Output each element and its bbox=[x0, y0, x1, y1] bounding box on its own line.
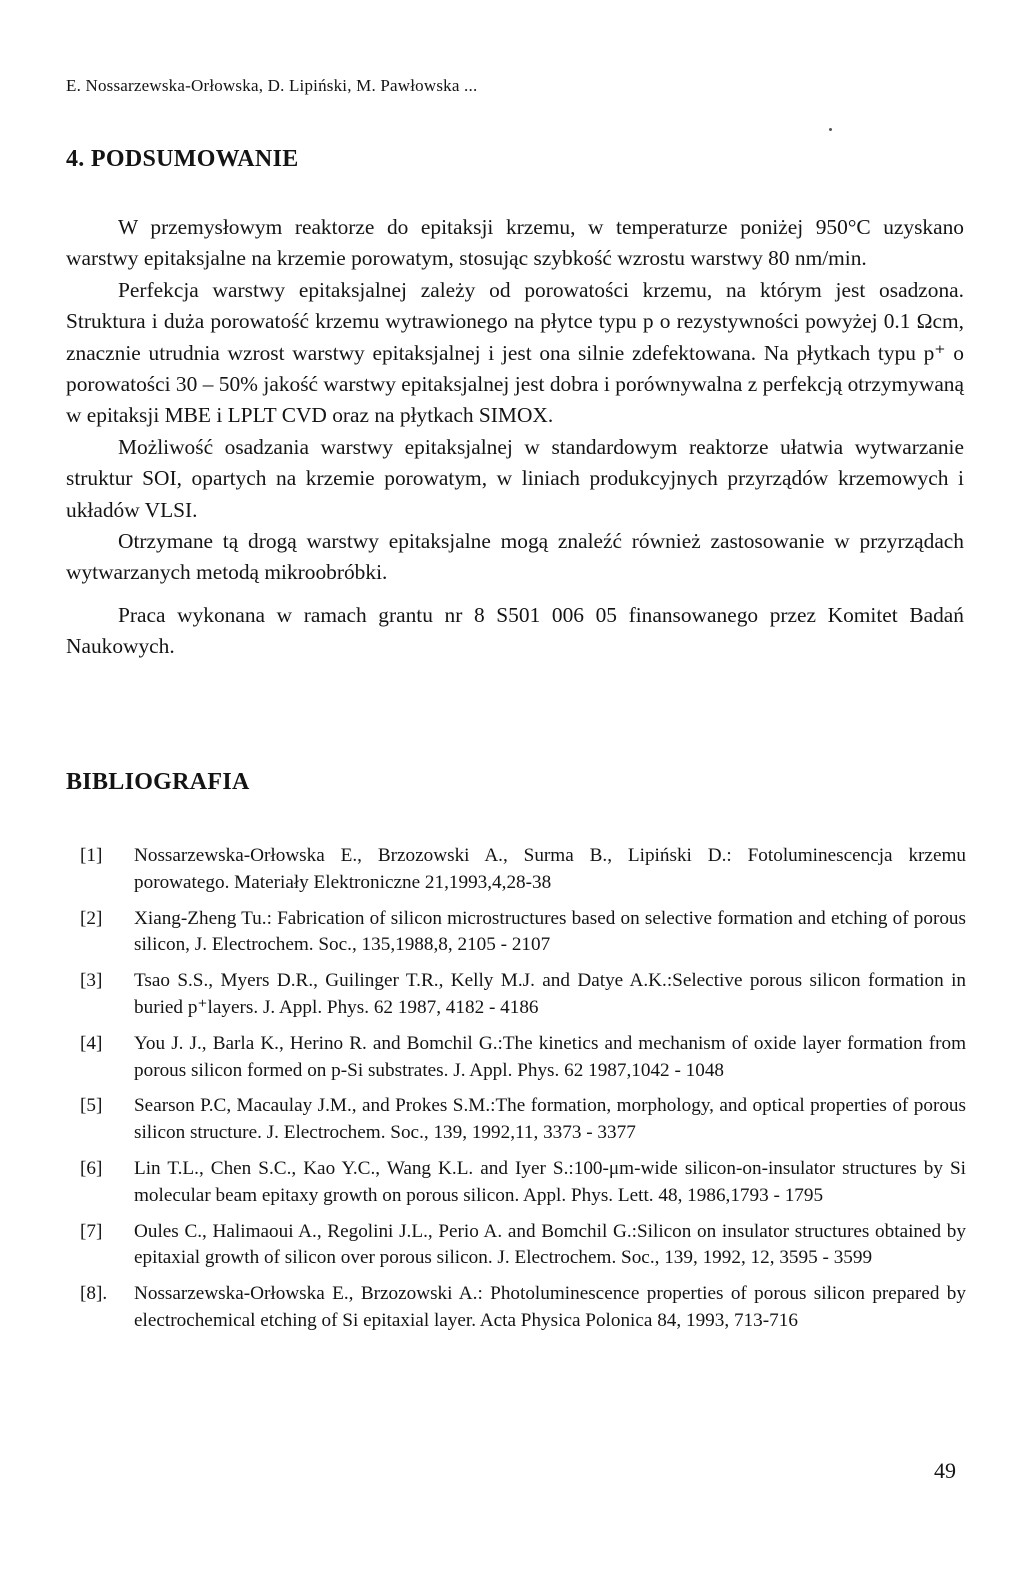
reference-number: [2] bbox=[80, 907, 103, 929]
reference-item bbox=[80, 843, 966, 897]
acknowledgement-paragraph: Praca wykonana w ramach grantu nr 8 S501 006 05 finansowanego przez Komitet Badań Naukowych. bbox=[66, 602, 964, 659]
reference-item bbox=[80, 1093, 966, 1147]
page-number: 49 bbox=[934, 1458, 956, 1483]
reference-list bbox=[80, 843, 966, 1344]
reference-item bbox=[80, 906, 966, 960]
reference-number: [6] bbox=[80, 1157, 103, 1179]
reference-item bbox=[80, 1219, 966, 1273]
reference-text: Tsao S.S., Myers D.R., Guilinger T.R., Kelly M.J. and Datye A.K.:Selective porous silicon formation in buried p⁺layers. J. Appl. Phys. 62 1987, 4182 - 4186 bbox=[134, 970, 966, 1018]
summary-paragraph: W przemysłowym reaktorze do epitaksji krzemu, w temperaturze poniżej 950°C uzyskano warstwy epitaksjalne na krzemie porowatym, stosując szybkość wzrostu warstwy 80 nm/min. bbox=[66, 215, 964, 271]
summary-body bbox=[66, 212, 964, 663]
reference-number: [4] bbox=[80, 1032, 103, 1054]
reference-text: You J. J., Barla K., Herino R. and Bomchil G.:The kinetics and mechanism of oxide layer formation from porous silicon formed on p-Si substrates. J. Appl. Phys. 62 1987,1042 - 1048 bbox=[134, 1032, 966, 1081]
reference-text: Nossarzewska-Orłowska E., Brzozowski A., Surma B., Lipiński D.: Fotoluminescencja krzemu porowatego. Materiały Elektroniczne 21,1993,4,28-38 bbox=[134, 845, 966, 893]
reference-text: Nossarzewska-Orłowska E., Brzozowski A.: Photoluminescence properties of porous silicon prepared by electrochemical etching of Si epitaxial layer. Acta Physica Polonica 84, 1993, 713-716 bbox=[134, 1283, 966, 1331]
reference-number: [7] bbox=[80, 1220, 103, 1242]
section-title: 4. PODSUMOWANIE bbox=[66, 146, 299, 172]
reference-text: Oules C., Halimaoui A., Regolini J.L., Perio A. and Bomchil G.:Silicon on insulator structures obtained by epitaxial growth of silicon over porous silicon. J. Electrochem. Soc., 139, 1992, 12, 3595 - 3599 bbox=[134, 1220, 966, 1269]
summary-paragraph: Możliwość osadzania warstwy epitaksjalnej w standardowym reaktorze ułatwia wytwarzanie struktur SOI, opartych na krzemie porowatym, w liniach produkcyjnych przyrządów krzemowych i układów VLSI. bbox=[66, 434, 964, 522]
running-head: E. Nossarzewska-Orłowska, D. Lipiński, M. Pawłowska ... bbox=[66, 76, 478, 95]
reference-number: [8]. bbox=[80, 1283, 108, 1305]
summary-paragraph: Perfekcja warstwy epitaksjalnej zależy od porowatości krzemu, na którym jest osadzona. Struktura i duża porowatość krzemu wytrawionego na płytce typu p o rezystywności powyżej 0.1 Ωcm, znacznie utrudnia wzrost warstwy epitaksjalnej i jest ona silnie zdefektowana. Na płytkach typu p⁺ o porowatości 30 – 50% jakość warstwy epitaksjalnej jest dobra i porównywalna z perfekcją otrzymywaną w epitaksji MBE i LPLT CVD oraz na płytkach SIMOX. bbox=[66, 277, 964, 428]
reference-item bbox=[80, 1281, 966, 1335]
reference-text: Lin T.L., Chen S.C., Kao Y.C., Wang K.L. and Iyer S.:100-μm-wide silicon-on-insulator structures by Si molecular beam epitaxy growth on porous silicon. Appl. Phys. Lett. 48, 1986,1793 - 1795 bbox=[134, 1157, 966, 1206]
reference-text: Xiang-Zheng Tu.: Fabrication of silicon microstructures based on selective formation and etching of porous silicon, J. Electrochem. Soc., 135,1988,8, 2105 - 2107 bbox=[134, 907, 966, 956]
scan-speck bbox=[829, 128, 832, 131]
reference-item bbox=[80, 1156, 966, 1210]
reference-number: [1] bbox=[80, 845, 103, 866]
reference-text: Searson P.C, Macaulay J.M., and Prokes S.M.:The formation, morphology, and optical properties of porous silicon structure. J. Electrochem. Soc., 139, 1992,11, 3373 - 3377 bbox=[134, 1095, 966, 1144]
reference-item bbox=[80, 1031, 966, 1085]
summary-paragraph: Otrzymane tą drogą warstwy epitaksjalne mogą znaleźć również zastosowanie w przyrządach wytwarzanych metodą mikroobróbki. bbox=[66, 529, 964, 585]
reference-number: [5] bbox=[80, 1095, 103, 1117]
bibliography-title: BIBLIOGRAFIA bbox=[66, 769, 250, 795]
reference-item bbox=[80, 968, 966, 1022]
reference-number: [3] bbox=[80, 970, 103, 992]
